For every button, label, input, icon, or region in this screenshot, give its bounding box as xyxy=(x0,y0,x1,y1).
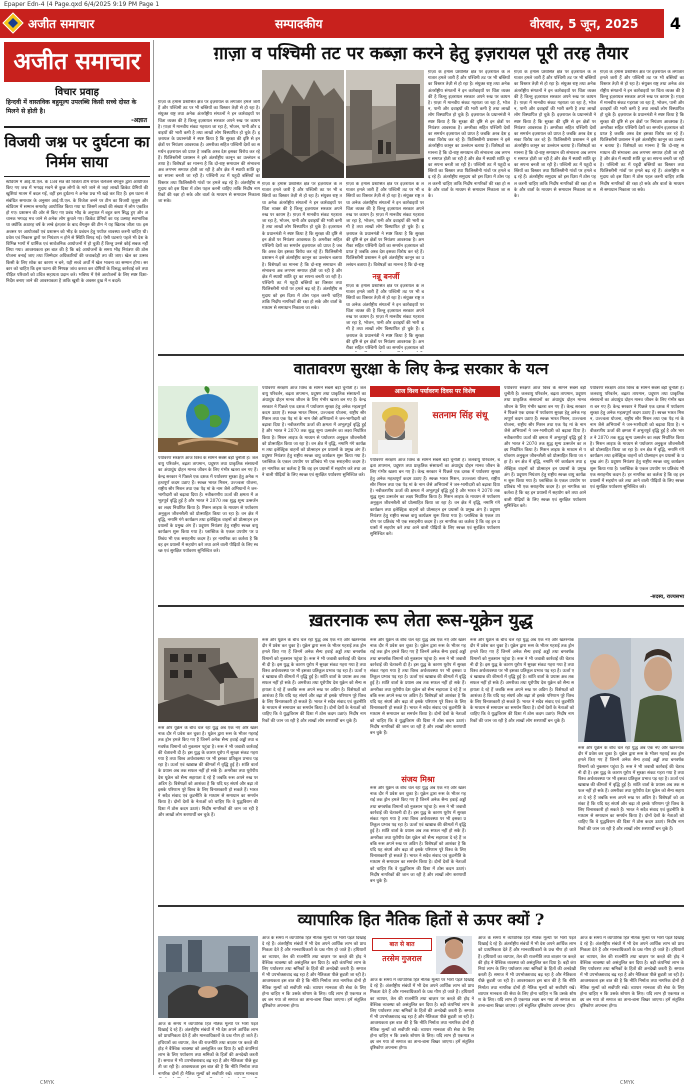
color-mark-label: CMYK xyxy=(40,1080,55,1086)
thought-author: -अज्ञात xyxy=(131,117,147,124)
article-body-column: ग़ाज़ा के हमास प्रशासित क्षेत्र पर इज़रायल के लगातार हमले जारी हैं और पश्चिमी तट पर भी बस्तियों का विस्तार तेज़ी से हो रहा है। संयुक्त राष्ट्र तथा अनेक अंतर्राष्ट्रीय संगठनों ने इन कार्रवाइयों पर चिंता व्यक्त की है किन्तु इज़रायल सरकार अपने रुख पर कायम है। ग़ाज़ा में मानवीय संकट गहराता जा रहा है, भोजन, पानी और दवाइयों की भारी कमी है तथा लाखों लोग विस्थापित हो चुके हैं। इज़रायल के प्रधानमंत्री ने स्पष्ट किया है कि सुरक्षा की दृष्टि से इन क्षेत्रों पर नियंत्रण आवश्यक है। अमरीका सहित पश्चिमी देशों का समर्थन इज़रायल को प्राप्त है जबकि अरब देश इसका विरोध कर रहे हैं। फिलिस्तीनी प्रशासन ने इसे अंतर्राष्ट्रीय कानून का उल्लंघन बताया है। विशेषज्ञों का मानना है कि दो-राष्ट्र समाधान की संभावना अब लगभग समाप्त होती जा रही है और क्षेत्र में स्थायी शांति दूर का सपना बनती जा रही है। पश्चिमी तट में यहूदी बस्तियों का विस्तार तथा फिलिस्तीनी गांवों पर हमले बढ़ रहे हैं। अंतर्राष्ट्रीय समुदाय को इस दिशा में ठोस पहल करनी चाहिए ताकि निर्दोष नागरिकों की रक्षा हो सके और वार्ता के माध्यम से समाधान निकाला जा सके। xyxy=(262,182,342,312)
article-body-column: ग़ाज़ा के हमास प्रशासित क्षेत्र पर इज़रायल के लगातार हमले जारी हैं और पश्चिमी तट पर भी बस्तियों का विस्तार तेज़ी से हो रहा है। संयुक्त राष्ट्र तथा अनेक अंतर्राष्ट्रीय संगठनों ने इन कार्रवाइयों पर चिंता व्यक्त की है किन्तु इज़रायल सरकार अपने रुख पर कायम है। ग़ाज़ा में मानवीय संकट गहराता जा रहा है, भोजन, पानी और दवाइयों की भारी कमी है तथा लाखों लोग विस्थापित हो चुके हैं। इज़रायल के प्रधानमंत्री ने स्पष्ट किया है कि सुरक्षा की दृष्टि से इन क्षेत्रों पर नियंत्रण आवश्यक है। अमरीका सहित पश्चिमी देशों का समर्थन इज़रायल को प्राप्त है जबकि अरब देश इसका विरोध कर रहे हैं। फिलिस्तीनी प्रशासन ने इसे अंतर्राष्ट्रीय कानून का उल्लंघन बताया है। विशेषज्ञों का मानना है कि दो-राष्ट्र समाधान की संभावना अब लगभग समाप्त होती जा रही है और क्षेत्र में स्थायी शांति दूर का सपना बनती जा रही है। पश्चिमी तट में यहूदी बस्तियों का विस्तार तथा फिलिस्तीनी गांवों पर हमले बढ़ रहे हैं। अंतर्राष्ट्रीय समुदाय को इस दिशा में ठोस पहल करनी चाहिए ताकि निर्दोष नागरिकों की रक्षा हो सके और वार्ता के माध्यम से समाधान निकाला जा सके। xyxy=(514,70,596,200)
article-body-column: आज के समय में व्यापारिक हित नैतिक मूल्यों पर भारी पड़ते दिखाई दे रहे हैं। अंतर्राष्ट्रीय संबंधों में भी देश अपने आर्थिक लाभ को प्राथमिकता देते हैं और मानवाधिकारों के प्रश्न गौण हो जाते हैं। हथियारों का व्यापार, तेल की राजनीति तथा बाज़ार पर कब्ज़े की होड़ ने वैश्विक व्यवस्था को असंतुलित कर दिया है। बड़ी कंपनियां लाभ के लिए पर्यावरण तथा श्रमिकों के हितों की अनदेखी करती हैं। समाज में भी उपभोक्तावाद बढ़ रहा है और नैतिकता पीछे छूटती जा रही है। आवश्यकता इस बात की है कि नीति निर्माता तथा नागरिक दोनों ही नैतिक मूल्यों को सर्वोपरि रखें। व्यापार मानवता की सेवा के लिए होना चाहिए न कि उसके शोषण के लिए। यदि लाभ ही एकमात्र लक्ष्य बन गया तो समाज का ताना-बाना बिखर जाएगा। हमें संतुलित दृष्टिकोण अपनाना होगा। xyxy=(370,978,474,1052)
thought-heading: विचार प्रवाह xyxy=(55,87,99,98)
page-header-bar xyxy=(0,9,687,38)
article-body-column: पर्यावरण संरक्षण आज विश्व के सामने सबसे बड़ी चुनौती है। जलवायु परिवर्तन, बढ़ता तापमान, प्रदूषण तथा प्राकृतिक संसाधनों का अंधाधुंध दोहन मानव जीवन के लिए गंभीर खतरा बन गए हैं। केन्द्र सरकार ने पिछले एक दशक में पर्यावरण सुरक्षा हेतु अनेक महत्वपूर्ण कदम उठाए हैं। स्वच्छ भारत मिशन, उज्ज्वला योजना, राष्ट्रीय सौर मिशन तथा एक पेड़ मां के नाम जैसे अभियानों ने जन-भागीदारी को बढ़ावा दिया है। नवीकरणीय ऊर्जा की क्षमता में अभूतपूर्व वृद्धि हुई है और भारत ने 2070 तक शुद्ध शून्य उत्सर्जन का लक्ष्य निर्धारित किया है। मिशन लाइफ के माध्यम से पर्यावरण अनुकूल जीवनशैली को प्रोत्साहित किया जा रहा है। वन क्षेत्र में वृद्धि, नमामि गंगे कार्यक्रम तथा इलेक्ट्रिक वाहनों को प्रोत्साहन इन प्रयासों के प्रमुख अंग हैं। प्रदूषण नियंत्रण हेतु राष्ट्रीय स्वच्छ वायु कार्यक्रम शुरू किया गया है। प्लास्टिक के एकल उपयोग पर प्रतिबंध भी एक सराहनीय कदम है। हर नागरिक का कर्तव्य है कि वह इन प्रयासों में सहयोग करे तथा आने वाली पीढ़ियों के लिए स्वच्छ एवं सुरक्षित पर्यावरण सुनिश्चित करे। xyxy=(504,386,586,509)
divider xyxy=(4,176,150,177)
divider xyxy=(158,905,684,907)
article-body-column: आज के समय में व्यापारिक हित नैतिक मूल्यों पर भारी पड़ते दिखाई दे रहे हैं। अंतर्राष्ट्रीय संबंधों में भी देश अपने आर्थिक लाभ को प्राथमिकता देते हैं और मानवाधिकारों के प्रश्न गौण हो जाते हैं। हथियारों का व्यापार, तेल की राजनीति तथा बाज़ार पर कब्ज़े की होड़ ने वैश्विक व्यवस्था को असंतुलित कर दिया है। बड़ी कंपनियां लाभ के लिए पर्यावरण तथा श्रमिकों के हितों की अनदेखी करती हैं। समाज में भी उपभोक्तावाद बढ़ रहा है और नैतिकता पीछे छूटती जा रही है। आवश्यकता इस बात की है कि नीति निर्माता तथा नागरिक दोनों ही नैतिक मूल्यों को सर्वोपरि रखें। व्यापार मानवता xyxy=(158,1022,258,1077)
article-body-column: आज के समय में व्यापारिक हित नैतिक मूल्यों पर भारी पड़ते दिखाई दे रहे हैं। अंतर्राष्ट्रीय संबंधों में भी देश अपने आर्थिक लाभ को प्राथमिकता देते हैं और मानवाधिकारों के प्रश्न गौण हो जाते हैं। हथियारों का व्यापार, तेल की राजनीति तथा बाज़ार पर कब्ज़े की होड़ ने वैश्विक व्यवस्था को असंतुलित कर दिया है। बड़ी कंपनियां लाभ के लिए पर्यावरण तथा श्रमिकों के हितों की अनदेखी करती हैं। समाज में भी उपभोक्तावाद बढ़ रहा है और नैतिकता पीछे छूटती जा रही है। आवश्यकता इस बात की है कि नीति निर्माता तथा नागरिक दोनों ही नैतिक मूल्यों को सर्वोपरि रखें। व्यापार मानवता की सेवा के लिए होना चाहिए न कि उसके शोषण के लिए। यदि लाभ ही एकमात्र लक्ष्य बन गया तो समाज का ताना-बाना बिखर जाएगा। हमें संतुलित दृष्टिकोण अपनाना होगा। xyxy=(478,936,576,1010)
article-author: संजय मिश्रा xyxy=(401,775,435,784)
article-body-column: रूस और यूक्रेन के बीच चल रहा युद्ध अब एक नए और खतरनाक दौर में प्रवेश कर चुका है। यूक्रेन द्वारा रूस के भीतर गहराई तक ड्रोन हमले किए गए हैं जिनमें अनेक सैन्य हवाई अड्डों तथा बमवर्षक विमानों को नुकसान पहुंचा है। रूस ने भी जवाबी कार्रवाई की चेतावनी दी है। इस युद्ध के कारण यूरोप में सुरक्षा संकट गहरा गया है तथा विश्व अर्थव्यवस्था पर भी इसका प्रतिकूल प्रभाव पड़ रहा है। ऊर्जा एवं खाद्यान्न की कीमतों में वृद्धि हुई है। शांति वार्ता के प्रयास अब तक सफल नहीं हो सके हैं। अमरीका तथा यूरोपीय देश यूक्रेन को सैन्य सहायता दे रहे हैं जबकि रूस अपने रुख पर अडिग है। विशेषज्ञों को आशंका है कि यदि यह संघर्ष और बढ़ा तो इसके परिणाम पूरे विश्व के लिए विनाशकारी हो सकते हैं। भारत ने सदैव संवाद एवं कूटनीति के माध्यम से समाधान का समर्थन किया है। दोनों देशों के नेताओं को चाहिए कि वे युद्धविराम की दिशा में ठोस कदम उठाएं। निर्दोष नागरिकों की जान जा रही है और लाखों लोग शरणार्थी बन चुके हैं। xyxy=(158,726,258,818)
section-name: अजीत समाचार xyxy=(28,17,95,31)
divider xyxy=(158,354,684,356)
issue-date: वीरवार, 5 जून, 2025 xyxy=(530,17,639,31)
article-body-column: ग़ाज़ा के हमास प्रशासित क्षेत्र पर इज़रायल के लगातार हमले जारी हैं और पश्चिमी तट पर भी बस्तियों का विस्तार तेज़ी से हो रहा है। संयुक्त राष्ट्र तथा अनेक अंतर्राष्ट्रीय संगठनों ने इन कार्रवाइयों पर चिंता व्यक्त की है किन्तु इज़रायल सरकार अपने रुख पर कायम है। ग़ाज़ा में मानवीय संकट गहराता जा रहा है, भोजन, पानी और दवाइयों की भारी कमी है तथा लाखों लोग विस्थापित हो चुके हैं। इज़रायल के प्रधानमंत्री ने स्पष्ट किया है कि सुरक्षा की दृष्टि से इन क्षेत्रों पर नियंत्रण आवश्यक है। अमरीका सहित पश्चिमी देशों का समर्थन इज़रायल को प्राप्त है जबकि अरब देश इसका विरोध कर रहे हैं। फिलिस्तीनी प्रशासन ने इसे अंतर्राष्ट्रीय कानून का उल्लंघन बताया है। विशेषज्ञों का मानना है कि दो-राष्ट्र समाधान की संभावना अब लगभग समाप्त होती जा रही है और क्षेत्र में स्थायी शांति दूर का सपना बनती जा रही है। पश्चिमी तट में यहूदी बस्तियों का विस्तार तथा फिलिस्तीनी गांवों पर हमले बढ़ रहे हैं। अंतर्राष्ट्रीय समुदाय को इस दिशा में ठोस पहल करनी चाहिए ताकि निर्दोष नागरिकों की रक्षा हो सके और वार्ता के माध्यम से समाधान निकाला जा सके। xyxy=(600,70,684,193)
article-body-column: ग़ाज़ा के हमास प्रशासित क्षेत्र पर इज़रायल के लगातार हमले जारी हैं और पश्चिमी तट पर भी बस्तियों का विस्तार तेज़ी से हो रहा है। संयुक्त राष्ट्र तथा अनेक अंतर्राष्ट्रीय संगठनों ने इन कार्रवाइयों पर चिंता व्यक्त की है किन्तु इज़रायल सरकार अपने रुख पर कायम है। ग़ाज़ा में मानवीय संकट गहराता जा रहा है, भोजन, पानी और दवाइयों की भारी कमी है तथा लाखों लोग विस्थापित हो चुके हैं। इज़रायल के प्रधानमंत्री ने स्पष्ट किया है कि सुरक्षा की दृष्टि से इन क्षेत्रों पर नियंत्रण आवश्यक है। अमरीका सहित पश्चिमी देशों का समर्थन इज़रायल को xyxy=(346,284,424,352)
article-body-column: ग़ाज़ा के हमास प्रशासित क्षेत्र पर इज़रायल के लगातार हमले जारी हैं और पश्चिमी तट पर भी बस्तियों का विस्तार तेज़ी से हो रहा है। संयुक्त राष्ट्र तथा अनेक अंतर्राष्ट्रीय संगठनों ने इन कार्रवाइयों पर चिंता व्यक्त की है किन्तु इज़रायल सरकार अपने रुख पर कायम है। ग़ाज़ा में मानवीय संकट गहराता जा रहा है, भोजन, पानी और दवाइयों की भारी कमी है तथा लाखों लोग विस्थापित हो चुके हैं। इज़रायल के प्रधानमंत्री ने स्पष्ट किया है कि सुरक्षा की दृष्टि से इन क्षेत्रों पर नियंत्रण आवश्यक है। अमरीका सहित पश्चिमी देशों का समर्थन इज़रायल को प्राप्त है जबकि अरब देश इसका विरोध कर रहे हैं। फिलिस्तीनी प्रशासन ने इसे अंतर्राष्ट्रीय कानून का उल्लंघन बताया है। विशेषज्ञों का मानना है कि दो-राष्ट्र समाधान की संभावना अब लगभग समाप्त होती जा रही है और क्षेत्र में स्थायी शांति दूर का सपना बनती जा रही है। पश्चिमी तट में यहूदी बस्तियों का विस्तार तथा फिलिस्तीनी गांवों पर हमले बढ़ रहे हैं। अंतर्राष्ट्रीय समुदाय को इस दिशा में ठोस पहल करनी चाहिए ताकि निर्दोष नागरिकों की रक्षा हो सके और वार्ता के माध्यम से समाधान निकाला जा सके। xyxy=(158,100,260,205)
article-author: नन्नू बनर्जी xyxy=(372,272,400,281)
editorial-body: स्टेडियम में आई.पी.एल. के 18वें सत्र की विजेता टीम रॉयल चैलेंजर्स बैंगलुरु द्वारा आयोजित किए गए जश्न में भगदड़ मचने से कुछ लोगों के मारे जाने से जहां लाखों क्रिकेट प्रेमियों की खुशियां मातम में बदल गईं, वहीं इस दुर्घटना ने अनेक प्रश्न भी खड़े कर दिए हैं। इस घटना से संबंधित समाचार के अनुसार आई.पी.एल. के विजेता बनने पर टीम का विजयी जुलूस और स्टेडियम में सम्मान समारोह आयोजित किया गया था जिसमें लाखों की संख्या में लोग एकत्रित हो गए। प्रशासन की ओर से किए गए प्रबंध भीड़ के अनुपात में बहुत कम सिद्ध हुए और अचानक भगदड़ मच जाने से अनेक लोग कुचले गए। क्रिकेट प्रेमियों का यह उत्साह स्वाभाविक था क्योंकि अठारह वर्ष के लम्बे इंतज़ार के बाद बैंगलुरु की टीम ने यह खिताब जीता था। इस अवसर पर आयोजकों एवं प्रशासन को भीड़ के प्रबंधन हेतु पर्याप्त व्यवस्था करनी चाहिए थी। प्रवेश एवं निकास द्वारों पर नियंत्रण न होने से स्थिति बिगड़ गई। ऐसी घटनाएं पहले भी देश के विभिन्न भागों में धार्मिक एवं सार्वजनिक आयोजनों में हो चुकी हैं किन्तु उनसे कोई सबक नहीं लिया गया। आवश्यकता इस बात की है कि बड़े आयोजनों के समय भीड़ नियंत्रण की ठोस योजना बनाई जाए तथा जिम्मेदार अधिकारियों की जवाबदेही तय की जाए। खेल का उत्सव किसी के लिए शोक का कारण न बने, यही सच्चे अर्थों में खेल भावना का सम्मान होगा। सरकार को चाहिए कि इस घटना की निष्पक्ष जांच करवा कर दोषियों के विरुद्ध कार्रवाई करे तथा पीड़ित परिवारों को उचित सहायता प्रदान करे। भविष्य में ऐसे आयोजनों के लिए स्पष्ट दिशा-निर्देश बनाए जाने की आवश्यकता है ताकि खुशी के अवसर दुख में न बदलें। xyxy=(6,180,148,285)
leaders-photo xyxy=(578,638,684,742)
destroyed-building-photo xyxy=(158,638,258,722)
article-headline: ग़ाज़ा व पश्चिमी तट पर कब्ज़ा करने हेतु इज़रायल पूरी तरह तैयार xyxy=(213,44,629,64)
editorial-headline: विजयी जश्न पर दुर्घटना का निर्मम साया xyxy=(4,133,150,171)
article-headline: वातावरण सुरक्षा के लिए केन्द्र सरकार के यत्न xyxy=(293,359,549,378)
masthead-logo-icon xyxy=(2,12,24,34)
article-body-column: रूस और यूक्रेन के बीच चल रहा युद्ध अब एक नए और खतरनाक दौर में प्रवेश कर चुका है। यूक्रेन द्वारा रूस के भीतर गहराई तक ड्रोन हमले किए गए हैं जिनमें अनेक सैन्य हवाई अड्डों तथा बमवर्षक विमानों को नुकसान पहुंचा है। रूस ने भी जवाबी कार्रवाई की चेतावनी दी है। इस युद्ध के कारण यूरोप में सुरक्षा संकट गहरा गया है तथा विश्व अर्थव्यवस्था पर भी इसका प्रतिकूल प्रभाव पड़ रहा है। ऊर्जा एवं खाद्यान्न की कीमतों में वृद्धि हुई है। शांति वार्ता के प्रयास अब तक सफल नहीं हो सके हैं। अमरीका तथा यूरोपीय देश यूक्रेन को सैन्य सहायता दे रहे हैं जबकि रूस अपने रुख पर अडिग है। विशेषज्ञों को आशंका है कि यदि यह संघर्ष और बढ़ा तो इसके परिणाम पूरे विश्व के लिए विनाशकारी हो सकते हैं। भारत ने सदैव संवाद एवं कूटनीति के माध्यम से समाधान का समर्थन किया है। दोनों देशों के नेताओं को चाहिए कि वे युद्धविराम की दिशा में ठोस कदम उठाएं। निर्दोष नागरिकों की जान जा रही है और लाखों लोग शरणार्थी बन चुके हैं। xyxy=(262,638,366,724)
article-body-column: पर्यावरण संरक्षण आज विश्व के सामने सबसे बड़ी चुनौती है। जलवायु परिवर्तन, बढ़ता तापमान, प्रदूषण तथा प्राकृतिक संसाधनों का अंधाधुंध दोहन मानव जीवन के लिए गंभीर खतरा बन गए हैं। केन्द्र सरकार ने पिछले एक दशक में पर्यावरण सुरक्षा हेतु अनेक महत्वपूर्ण कदम उठाए हैं। स्वच्छ भारत मिशन, उज्ज्वला योजना, राष्ट्रीय सौर मिशन तथा एक पेड़ मां के नाम जैसे अभियानों ने जन-भागीदारी को बढ़ावा दिया है। नवीकरणीय ऊर्जा की क्षमता में अभूतपूर्व वृद्धि हुई है और भारत ने 2070 तक शुद्ध शून्य उत्सर्जन का लक्ष्य निर्धारित किया है। मिशन लाइफ के माध्यम से पर्यावरण अनुकूल जीवनशैली को प्रोत्साहित किया जा रहा है। वन क्षेत्र में वृद्धि, नमामि गंगे कार्यक्रम तथा इलेक्ट्रिक वाहनों को प्रोत्साहन इन प्रयासों के प्रमुख अंग हैं। प्रदूषण नियंत्रण हेतु राष्ट्रीय स्वच्छ वायु कार्यक्रम शुरू किया गया है। प्लास्टिक के एकल उपयोग पर प्रतिबंध भी एक सराहनीय कदम है। हर नागरिक का कर्तव्य है कि वह इन प्रयासों में सहयोग करे तथा आने वाली पीढ़ियों के लिए स्वच्छ एवं सुरक्षित पर्यावरण सुनिश्चित करे। xyxy=(262,386,366,478)
special-day-kicker: आज विश्व पर्यावरण दिवस पर विशेष xyxy=(370,386,500,397)
divider xyxy=(4,126,150,128)
thought-quote: हिन्दवी में वास्तविक बहुमूल्य उपलब्धि किसी सच्चे दोस्त के मिलने से होती है। xyxy=(6,99,137,115)
article-body-column: रूस और यूक्रेन के बीच चल रहा युद्ध अब एक नए और खतरनाक दौर में प्रवेश कर चुका है। यूक्रेन द्वारा रूस के भीतर गहराई तक ड्रोन हमले किए गए हैं जिनमें अनेक सैन्य हवाई अड्डों तथा बमवर्षक विमानों को नुकसान पहुंचा है। रूस ने भी जवाबी कार्रवाई की चेतावनी दी है। इस युद्ध के कारण यूरोप में सुरक्षा संकट गहरा गया है तथा विश्व अर्थव्यवस्था पर भी इसका प्रतिकूल प्रभाव पड़ रहा है। ऊर्जा एवं खाद्यान्न की कीमतों में वृद्धि हुई है। शांति वार्ता के प्रयास अब तक सफल नहीं हो सके हैं। अमरीका तथा यूरोपीय देश यूक्रेन को सैन्य सहायता दे रहे हैं जबकि रूस अपने रुख पर अडिग है। विशेषज्ञों को आशंका है कि यदि यह संघर्ष और बढ़ा तो इसके परिणाम पूरे विश्व के लिए विनाशकारी हो सकते हैं। भारत ने सदैव संवाद एवं कूटनीति के माध्यम से समाधान का समर्थन किया है। दोनों देशों के नेताओं को चाहिए कि वे युद्धविराम की दिशा में ठोस कदम उठाएं। निर्दोष नागरिकों की जान जा रही है और लाखों लोग शरणार्थी बन चुके हैं। xyxy=(370,638,466,737)
left-column xyxy=(4,40,154,1075)
column-kicker: बात से बात xyxy=(372,938,432,951)
article-body-column: पर्यावरण संरक्षण आज विश्व के सामने सबसे बड़ी चुनौती है। जलवायु परिवर्तन, बढ़ता तापमान, प्रदूषण तथा प्राकृतिक संसाधनों का अंधाधुंध दोहन मानव जीवन के लिए गंभीर खतरा बन गए हैं। केन्द्र सरकार ने पिछले एक दशक में पर्यावरण सुरक्षा हेतु अनेक महत्वपूर्ण कदम उठाए हैं। स्वच्छ भारत मिशन, उज्ज्वला योजना, राष्ट्रीय सौर मिशन तथा एक पेड़ मां के नाम जैसे अभियानों ने जन-भागीदारी को बढ़ावा दिया है। नवीकरणीय ऊर्जा की क्षमता में अभूतपूर्व वृद्धि हुई है और भारत ने 2070 तक शुद्ध शून्य उत्सर्जन का लक्ष्य निर्धारित किया है। मिशन लाइफ के माध्यम से पर्यावरण अनुकूल जीवनशैली को प्रोत्साहित किया जा रहा है। वन क्षेत्र में वृद्धि, नमामि गंगे कार्यक्रम तथा इलेक्ट्रिक वाहनों को प्रोत्साहन इन प्रयासों के प्रमुख अंग हैं। प्रदूषण नियंत्रण हेतु राष्ट्रीय स्वच्छ वायु कार्यक्रम शुरू किया गया है। प्लास्टिक के एकल उपयोग पर प्रतिबंध भी एक सराहनीय कदम है। हर नागरिक का कर्तव्य है कि वह इन प्रयासों में सहयोग करे तथा आने वाली पीढ़ियों के लिए स्वच्छ एवं सुरक्षित पर्यावरण सुनिश्चित करे। xyxy=(590,386,684,491)
article-body-column: ग़ाज़ा के हमास प्रशासित क्षेत्र पर इज़रायल के लगातार हमले जारी हैं और पश्चिमी तट पर भी बस्तियों का विस्तार तेज़ी से हो रहा है। संयुक्त राष्ट्र तथा अनेक अंतर्राष्ट्रीय संगठनों ने इन कार्रवाइयों पर चिंता व्यक्त की है किन्तु इज़रायल सरकार अपने रुख पर कायम है। ग़ाज़ा में मानवीय संकट गहराता जा रहा है, भोजन, पानी और दवाइयों की भारी कमी है तथा लाखों लोग विस्थापित हो चुके हैं। इज़रायल के प्रधानमंत्री ने स्पष्ट किया है कि सुरक्षा की दृष्टि से इन क्षेत्रों पर नियंत्रण आवश्यक है। अमरीका सहित पश्चिमी देशों का समर्थन इज़रायल को प्राप्त है जबकि अरब देश इसका विरोध कर रहे हैं। फिलिस्तीनी प्रशासन ने इसे अंतर्राष्ट्रीय कानून का उल्लंघन बताया है। विशेषज्ञों का मानना है कि दो-राष्ट्र xyxy=(346,182,424,268)
earth-plant-photo xyxy=(158,386,258,452)
page-number: 4 xyxy=(661,9,687,38)
author-designation: -सदस्य, राज्यसभा xyxy=(650,594,684,600)
page-footer xyxy=(0,1078,687,1089)
article-author: तरसेम गुजराल xyxy=(382,954,422,963)
gaza-street-photo xyxy=(346,70,424,178)
article-body-column: रूस और यूक्रेन के बीच चल रहा युद्ध अब एक नए और खतरनाक दौर में प्रवेश कर चुका है। यूक्रेन द्वारा रूस के भीतर गहराई तक ड्रोन हमले किए गए हैं जिनमें अनेक सैन्य हवाई अड्डों तथा बमवर्षक विमानों को नुकसान पहुंचा है। रूस ने भी जवाबी कार्रवाई की चेतावनी दी है। इस युद्ध के कारण यूरोप में सुरक्षा संकट गहरा गया है तथा विश्व अर्थव्यवस्था पर भी इसका प्रतिकूल प्रभाव पड़ रहा है। ऊर्जा एवं खाद्यान्न की कीमतों में वृद्धि हुई है। शांति वार्ता के प्रयास अब तक सफल नहीं हो सके हैं। अमरीका तथा यूरोपीय देश यूक्रेन को सैन्य सहायता दे रहे हैं जबकि रूस अपने रुख पर अडिग है। विशेषज्ञों को आशंका है कि यदि यह संघर्ष और बढ़ा तो इसके परिणाम पूरे विश्व के लिए विनाशकारी हो सकते हैं। भारत ने सदैव संवाद एवं कूटनीति के माध्यम से समाधान का समर्थन किया है। दोनों देशों के नेताओं को चाहिए कि वे युद्धविराम की दिशा में ठोस कदम उठाएं। निर्दोष नागरिकों की जान जा रही है और लाखों लोग शरणार्थी बन चुके हैं। xyxy=(470,638,574,724)
gaza-ruins-photo xyxy=(262,70,344,178)
divider xyxy=(158,605,684,607)
author-portrait-photo xyxy=(372,402,418,454)
article-headline: व्यापारिक हित नैतिक हितों से ऊपर क्यों ? xyxy=(297,910,545,929)
article-headline: ख़तरनाक रूप लेता रूस-यूक्रेन युद्ध xyxy=(309,611,533,631)
author-portrait-photo xyxy=(436,936,472,974)
print-line: Epaper Edn-4 (4 Page.qxd 6/4/2025 9:19 PM Page 1 xyxy=(4,1,160,8)
article-body-column: आज के समय में व्यापारिक हित नैतिक मूल्यों पर भारी पड़ते दिखाई दे रहे हैं। अंतर्राष्ट्रीय संबंधों में भी देश अपने आर्थिक लाभ को प्राथमिकता देते हैं और मानवाधिकारों के प्रश्न गौण हो जाते हैं। हथियारों का व्यापार, तेल की राजनीति तथा बाज़ार पर कब्ज़े की होड़ ने वैश्विक व्यवस्था को असंतुलित कर दिया है। बड़ी कंपनियां लाभ के लिए पर्यावरण तथा श्रमिकों के हितों की अनदेखी करती हैं। समाज में भी उपभोक्तावाद बढ़ रहा है और नैतिकता पीछे छूटती जा रही है। आवश्यकता इस बात की है कि नीति निर्माता तथा नागरिक दोनों ही नैतिक मूल्यों को सर्वोपरि रखें। व्यापार मानवता की सेवा के लिए होना चाहिए न कि उसके शोषण के लिए। यदि लाभ ही एकमात्र लक्ष्य बन गया तो समाज का ताना-बाना बिखर जाएगा। हमें संतुलित दृष्टिकोण अपनाना होगा। xyxy=(262,936,366,1010)
article-body-column: आज के समय में व्यापारिक हित नैतिक मूल्यों पर भारी पड़ते दिखाई दे रहे हैं। अंतर्राष्ट्रीय संबंधों में भी देश अपने आर्थिक लाभ को प्राथमिकता देते हैं और मानवाधिकारों के प्रश्न गौण हो जाते हैं। हथियारों का व्यापार, तेल की राजनीति तथा बाज़ार पर कब्ज़े की होड़ ने वैश्विक व्यवस्था को असंतुलित कर दिया है। बड़ी कंपनियां लाभ के लिए पर्यावरण तथा श्रमिकों के हितों की अनदेखी करती हैं। समाज में भी उपभोक्तावाद बढ़ रहा है और नैतिकता पीछे छूटती जा रही है। आवश्यकता इस बात की है कि नीति निर्माता तथा नागरिक दोनों ही नैतिक मूल्यों को सर्वोपरि रखें। व्यापार मानवता की सेवा के लिए होना चाहिए न कि उसके शोषण के लिए। यदि लाभ ही एकमात्र लक्ष्य बन गया तो समाज का ताना-बाना बिखर जाएगा। हमें संतुलित दृष्टिकोण अपनाना होगा। xyxy=(580,936,684,1010)
newspaper-masthead: अजीत समाचार xyxy=(4,42,150,82)
color-mark-label: CMYK xyxy=(620,1080,635,1086)
article-body-column: रूस और यूक्रेन के बीच चल रहा युद्ध अब एक नए और खतरनाक दौर में प्रवेश कर चुका है। यूक्रेन द्वारा रूस के भीतर गहराई तक ड्रोन हमले किए गए हैं जिनमें अनेक सैन्य हवाई अड्डों तथा बमवर्षक विमानों को नुकसान पहुंचा है। रूस ने भी जवाबी कार्रवाई की चेतावनी दी है। इस युद्ध के कारण यूरोप में सुरक्षा संकट गहरा गया है तथा विश्व अर्थव्यवस्था पर भी इसका प्रतिकूल प्रभाव पड़ रहा है। ऊर्जा एवं खाद्यान्न की कीमतों में वृद्धि हुई है। शांति वार्ता के प्रयास अब तक सफल नहीं हो सके हैं। अमरीका तथा यूरोपीय देश यूक्रेन को सैन्य सहायता दे रहे हैं जबकि रूस अपने रुख पर अडिग है। विशेषज्ञों को आशंका है कि यदि यह संघर्ष और बढ़ा तो इसके परिणाम पूरे विश्व के लिए विनाशकारी हो सकते हैं। भारत ने सदैव संवाद एवं कूटनीति के माध्यम से समाधान का समर्थन किया है। दोनों देशों के नेताओं को चाहिए कि वे युद्धविराम की दिशा में ठोस कदम उठाएं। निर्दोष नागरिकों की जान जा रही है और लाखों लोग शरणार्थी बन चुके हैं। xyxy=(370,786,466,885)
article-body-column: ग़ाज़ा के हमास प्रशासित क्षेत्र पर इज़रायल के लगातार हमले जारी हैं और पश्चिमी तट पर भी बस्तियों का विस्तार तेज़ी से हो रहा है। संयुक्त राष्ट्र तथा अनेक अंतर्राष्ट्रीय संगठनों ने इन कार्रवाइयों पर चिंता व्यक्त की है किन्तु इज़रायल सरकार अपने रुख पर कायम है। ग़ाज़ा में मानवीय संकट गहराता जा रहा है, भोजन, पानी और दवाइयों की भारी कमी है तथा लाखों लोग विस्थापित हो चुके हैं। इज़रायल के प्रधानमंत्री ने स्पष्ट किया है कि सुरक्षा की दृष्टि से इन क्षेत्रों पर नियंत्रण आवश्यक है। अमरीका सहित पश्चिमी देशों का समर्थन इज़रायल को प्राप्त है जबकि अरब देश इसका विरोध कर रहे हैं। फिलिस्तीनी प्रशासन ने इसे अंतर्राष्ट्रीय कानून का उल्लंघन बताया है। विशेषज्ञों का मानना है कि दो-राष्ट्र समाधान की संभावना अब लगभग समाप्त होती जा रही है और क्षेत्र में स्थायी शांति दूर का सपना बनती जा रही है। पश्चिमी तट में यहूदी बस्तियों का विस्तार तथा फिलिस्तीनी गांवों पर हमले बढ़ रहे हैं। अंतर्राष्ट्रीय समुदाय को इस दिशा में ठोस पहल करनी चाहिए ताकि निर्दोष नागरिकों की रक्षा हो सके और वार्ता के माध्यम से समाधान निकाला जा सके। xyxy=(428,70,510,200)
trade-handshake-photo xyxy=(158,936,258,1018)
article-body-column: रूस और यूक्रेन के बीच चल रहा युद्ध अब एक नए और खतरनाक दौर में प्रवेश कर चुका है। यूक्रेन द्वारा रूस के भीतर गहराई तक ड्रोन हमले किए गए हैं जिनमें अनेक सैन्य हवाई अड्डों तथा बमवर्षक विमानों को नुकसान पहुंचा है। रूस ने भी जवाबी कार्रवाई की चेतावनी दी है। इस युद्ध के कारण यूरोप में सुरक्षा संकट गहरा गया है तथा विश्व अर्थव्यवस्था पर भी इसका प्रतिकूल प्रभाव पड़ रहा है। ऊर्जा एवं खाद्यान्न की कीमतों में वृद्धि हुई है। शांति वार्ता के प्रयास अब तक सफल नहीं हो सके हैं। अमरीका तथा यूरोपीय देश यूक्रेन को सैन्य सहायता दे रहे हैं जबकि रूस अपने रुख पर अडिग है। विशेषज्ञों को आशंका है कि यदि यह संघर्ष और बढ़ा तो इसके परिणाम पूरे विश्व के लिए विनाशकारी हो सकते हैं। भारत ने सदैव संवाद एवं कूटनीति के माध्यम से समाधान का समर्थन किया है। दोनों देशों के नेताओं को चाहिए कि वे युद्धविराम की दिशा में ठोस कदम उठाएं। निर्दोष नागरिकों की जान जा रही है और लाखों लोग शरणार्थी बन चुके हैं। xyxy=(578,746,684,832)
article-body-column: पर्यावरण संरक्षण आज विश्व के सामने सबसे बड़ी चुनौती है। जलवायु परिवर्तन, बढ़ता तापमान, प्रदूषण तथा प्राकृतिक संसाधनों का अंधाधुंध दोहन मानव जीवन के लिए गंभीर खतरा बन गए हैं। केन्द्र सरकार ने पिछले एक दशक में पर्यावरण सुरक्षा हेतु अनेक महत्वपूर्ण कदम उठाए हैं। स्वच्छ भारत मिशन, उज्ज्वला योजना, राष्ट्रीय सौर मिशन तथा एक पेड़ मां के नाम जैसे अभियानों ने जन-भागीदारी को बढ़ावा दिया है। नवीकरणीय ऊर्जा की क्षमता में अभूतपूर्व वृद्धि हुई है और भारत ने 2070 तक शुद्ध शून्य उत्सर्जन का लक्ष्य निर्धारित किया है। मिशन लाइफ के माध्यम से पर्यावरण अनुकूल जीवनशैली को प्रोत्साहित किया जा रहा है। वन क्षेत्र में वृद्धि, नमामि गंगे कार्यक्रम तथा इलेक्ट्रिक वाहनों को प्रोत्साहन इन प्रयासों के प्रमुख अंग हैं। प्रदूषण नियंत्रण हेतु राष्ट्रीय स्वच्छ वायु कार्यक्रम शुरू किया गया है। प्लास्टिक के एकल उपयोग पर प्रतिबंध भी एक सराहनीय कदम है। हर नागरिक का कर्तव्य है कि वह इन प्रयासों में सहयोग करे तथा आने वाली पीढ़ियों के लिए स्वच्छ एवं सुरक्षित पर्यावरण सुनिश्चित करे। xyxy=(370,458,500,538)
article-author: सतनाम सिंह संधू xyxy=(432,411,488,421)
section-title: सम्पादकीय xyxy=(275,17,323,31)
article-body-column: पर्यावरण संरक्षण आज विश्व के सामने सबसे बड़ी चुनौती है। जलवायु परिवर्तन, बढ़ता तापमान, प्रदूषण तथा प्राकृतिक संसाधनों का अंधाधुंध दोहन मानव जीवन के लिए गंभीर खतरा बन गए हैं। केन्द्र सरकार ने पिछले एक दशक में पर्यावरण सुरक्षा हेतु अनेक महत्वपूर्ण कदम उठाए हैं। स्वच्छ भारत मिशन, उज्ज्वला योजना, राष्ट्रीय सौर मिशन तथा एक पेड़ मां के नाम जैसे अभियानों ने जन-भागीदारी को बढ़ावा दिया है। नवीकरणीय ऊर्जा की क्षमता में अभूतपूर्व वृद्धि हुई है और भारत ने 2070 तक शुद्ध शून्य उत्सर्जन का लक्ष्य निर्धारित किया है। मिशन लाइफ के माध्यम से पर्यावरण अनुकूल जीवनशैली को प्रोत्साहित किया जा रहा है। वन क्षेत्र में वृद्धि, नमामि गंगे कार्यक्रम तथा इलेक्ट्रिक वाहनों को प्रोत्साहन इन प्रयासों के प्रमुख अंग हैं। प्रदूषण नियंत्रण हेतु राष्ट्रीय स्वच्छ वायु कार्यक्रम शुरू किया गया है। प्लास्टिक के एकल उपयोग पर प्रतिबंध भी एक सराहनीय कदम है। हर नागरिक का कर्तव्य है कि वह इन प्रयासों में सहयोग करे तथा आने वाली पीढ़ियों के लिए स्वच्छ एवं सुरक्षित पर्यावरण सुनिश्चित करे। xyxy=(158,456,258,555)
